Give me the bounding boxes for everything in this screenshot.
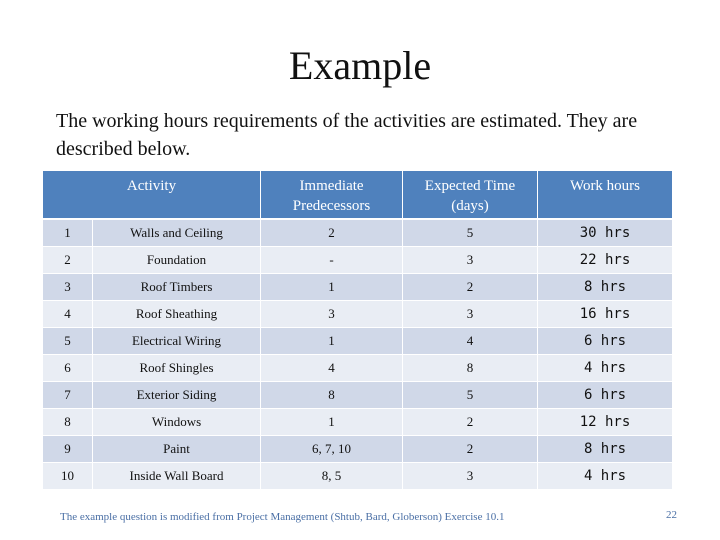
table-row [43, 463, 673, 490]
table-row [43, 274, 673, 301]
slide-title: Example [288, 43, 432, 88]
cell-expected-time: 3 [403, 301, 538, 328]
cell-work-hours: 8 hrs [538, 274, 673, 301]
cell-activity-name: Exterior Siding [93, 382, 261, 409]
page-number: 22 [666, 509, 677, 521]
cell-predecessors: 1 [261, 328, 403, 355]
header-activity: Activity [43, 171, 261, 219]
cell-activity-id: 4 [43, 301, 93, 328]
cell-predecessors: 2 [261, 219, 403, 247]
table-row [43, 219, 673, 247]
cell-activity-name: Foundation [93, 247, 261, 274]
cell-activity-id: 2 [43, 247, 93, 274]
cell-activity-id: 9 [43, 436, 93, 463]
cell-predecessors: 1 [261, 409, 403, 436]
table-header-row [43, 171, 673, 219]
cell-expected-time: 5 [403, 219, 538, 247]
header-expected-time: Expected Time (days) [403, 171, 538, 219]
cell-work-hours: 12 hrs [538, 409, 673, 436]
cell-work-hours: 4 hrs [538, 463, 673, 490]
cell-expected-time: 8 [403, 355, 538, 382]
cell-activity-name: Roof Timbers [93, 274, 261, 301]
cell-activity-name: Inside Wall Board [93, 463, 261, 490]
cell-predecessors: 8, 5 [261, 463, 403, 490]
cell-predecessors: - [261, 247, 403, 274]
cell-expected-time: 2 [403, 409, 538, 436]
cell-activity-name: Electrical Wiring [93, 328, 261, 355]
cell-work-hours: 6 hrs [538, 328, 673, 355]
cell-work-hours: 16 hrs [538, 301, 673, 328]
cell-predecessors: 6, 7, 10 [261, 436, 403, 463]
table-row [43, 247, 673, 274]
table-row [43, 328, 673, 355]
header-work-hours: Work hours [538, 171, 673, 219]
cell-activity-id: 10 [43, 463, 93, 490]
cell-predecessors: 4 [261, 355, 403, 382]
footnote: The example question is modified from Project Management (Shtub, Bard, Globerson) Exercise 10.1 [60, 511, 505, 523]
table-row [43, 355, 673, 382]
cell-expected-time: 3 [403, 247, 538, 274]
cell-expected-time: 2 [403, 274, 538, 301]
table-row [43, 382, 673, 409]
table-row [43, 409, 673, 436]
header-predecessors: Immediate Predecessors [261, 171, 403, 219]
cell-expected-time: 4 [403, 328, 538, 355]
cell-predecessors: 3 [261, 301, 403, 328]
cell-activity-name: Paint [93, 436, 261, 463]
cell-activity-id: 5 [43, 328, 93, 355]
cell-activity-id: 7 [43, 382, 93, 409]
cell-expected-time: 5 [403, 382, 538, 409]
table-row [43, 436, 673, 463]
cell-work-hours: 6 hrs [538, 382, 673, 409]
cell-expected-time: 2 [403, 436, 538, 463]
table-body [43, 219, 673, 490]
activity-table [42, 171, 673, 490]
intro-text: The working hours requirements of the activities are estimated. They are described below. [56, 110, 638, 160]
cell-activity-id: 6 [43, 355, 93, 382]
cell-activity-name: Roof Shingles [93, 355, 261, 382]
cell-activity-id: 1 [43, 219, 93, 247]
cell-activity-id: 8 [43, 409, 93, 436]
cell-work-hours: 4 hrs [538, 355, 673, 382]
cell-predecessors: 8 [261, 382, 403, 409]
cell-expected-time: 3 [403, 463, 538, 490]
cell-activity-name: Walls and Ceiling [93, 219, 261, 247]
table-row [43, 301, 673, 328]
cell-predecessors: 1 [261, 274, 403, 301]
cell-work-hours: 22 hrs [538, 247, 673, 274]
cell-work-hours: 30 hrs [538, 219, 673, 247]
cell-activity-id: 3 [43, 274, 93, 301]
cell-activity-name: Windows [93, 409, 261, 436]
cell-work-hours: 8 hrs [538, 436, 673, 463]
cell-activity-name: Roof Sheathing [93, 301, 261, 328]
